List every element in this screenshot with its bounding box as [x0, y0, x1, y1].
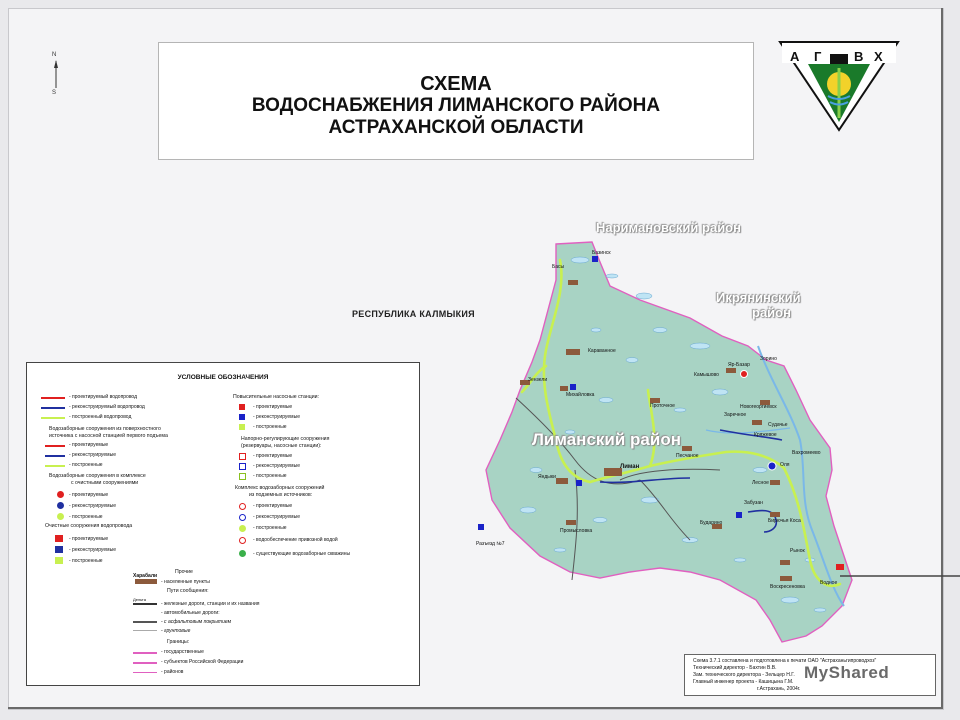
region-label-kalmykia: РЕСПУБЛИКА КАЛМЫКИЯ — [352, 309, 475, 319]
place-lesnoe: Лесное — [752, 480, 769, 486]
legend-line-pipe-built — [41, 417, 65, 419]
legend-state: - государственные — [161, 649, 204, 655]
title-line-2: ВОДОСНАБЖЕНИЯ ЛИМАНСКОГО РАЙОНА — [251, 95, 661, 116]
legend-intake-head-2: источника с насосной станцией первого подъема — [49, 433, 168, 439]
stamp-line-1: Схема 3.7.1 составлена и подготовлена к печати ОАО "Астраханьгипроводхоз" — [693, 658, 877, 664]
legend-subjects: - субъектов Российской Федерации — [161, 659, 244, 665]
legend-rail-icon — [133, 603, 157, 605]
legend-subject-border-icon — [133, 662, 157, 664]
treatment-vodnoe-icon — [836, 564, 844, 570]
place-peschanoe: Песчаное — [676, 453, 699, 459]
place-protochnoe: Проточное — [650, 403, 675, 409]
legend-p-recon-icon — [239, 414, 245, 420]
legend-p-proj-icon — [239, 404, 245, 410]
place-zenzeli: Зензели — [528, 377, 548, 383]
legend-intake-clean-head-1: Водозаборные сооружения в комплексе — [49, 473, 146, 479]
place-voskresenovka: Воскресеновка — [770, 584, 805, 590]
legend-districts: - районов — [161, 669, 184, 675]
place-promyslovka: Промысловка — [560, 528, 593, 534]
legend-ground-head-1: Комплекс водозаборных сооружений — [235, 485, 325, 491]
place-kamyshovo: Камышово — [694, 372, 719, 378]
place-novogeorgievsk: Новогеоргиевск — [740, 404, 777, 410]
place-zarechnoe: Заречное — [724, 412, 747, 418]
legend-intake-built: - построенные — [69, 462, 103, 468]
place-olya: Оля — [780, 462, 790, 468]
legend-intake-proj: - проектируемые — [69, 442, 109, 448]
legend-routes-head: Пути сообщения: — [167, 588, 209, 594]
legend-arrow-intake-built-icon — [45, 465, 65, 467]
stamp-line-3: Зам. технического директора - Зельцер Н.Г. — [693, 672, 795, 678]
place-vakhromeevo: Вахромеево — [792, 450, 821, 456]
legend-state-border-icon — [133, 652, 157, 654]
legend-line-pipe-recon — [41, 407, 65, 409]
legend-g-proj: - проектируемые — [253, 503, 293, 509]
north-label: N — [52, 52, 57, 58]
legend-t-built: - построенные — [69, 558, 103, 564]
legend-title: УСЛОВНЫЕ ОБОЗНАЧЕНИЯ — [177, 374, 269, 381]
legend-g-proj-icon — [239, 503, 246, 510]
legend-pr-proj-icon — [239, 453, 246, 460]
legend-g-recon: - реконструируемые — [253, 514, 300, 520]
legend-settlement-icon — [135, 579, 157, 584]
place-kryazhevoe: Кряжевое — [754, 432, 777, 438]
legend-t-proj: - проектируемые — [69, 536, 109, 542]
legend-ic-recon: - реконструируемые — [69, 503, 116, 509]
place-budarino: Бударино — [700, 520, 723, 526]
region-label-narimanov: Наримановский район — [596, 220, 741, 235]
watermark: MyShared — [804, 663, 890, 682]
legend-arrow-intake-recon-icon — [45, 455, 65, 457]
legend-ic-recon-icon — [57, 502, 64, 509]
legend-intake-recon: - реконструируемые — [69, 452, 116, 458]
legend-g-recon-icon — [239, 514, 246, 521]
place-zabuzan: Забузан — [744, 500, 763, 506]
place-yar-bazar: Яр-Базар — [728, 362, 750, 368]
place-karavaevo: Караванное — [588, 348, 616, 354]
title-line-3: АСТРАХАНСКОЙ ОБЛАСТИ — [328, 117, 584, 138]
legend-g-import: - водообеспечение привозной водой — [253, 537, 338, 543]
legend-ic-built: - построенные — [69, 514, 103, 520]
legend-t-built-icon — [55, 557, 63, 564]
legend-g-wells: - существующие водозаборные скважины — [253, 551, 351, 557]
legend-district-border-icon — [133, 672, 157, 673]
place-sudachye: Судачье — [768, 422, 788, 428]
legend-ic-proj-icon — [57, 491, 64, 498]
stamp-line-5: г.Астрахань, 2004г. — [757, 686, 801, 692]
logo-letter-a: А — [790, 49, 800, 64]
place-berezhnaya-kosa: Бирючья Коса — [768, 518, 801, 524]
legend-pipe-built: - построенный водопровод — [69, 414, 132, 420]
legend-intake-clean-head-2: с очистными сооружениями — [71, 480, 139, 486]
legend-rail: - железные дороги, станции и их названия — [161, 601, 260, 607]
legend-p-built: - построенные — [253, 424, 287, 430]
south-label: S — [52, 90, 57, 96]
legend-press-head-2: (резервуары, насосные станции): — [241, 443, 322, 449]
legend-press-head-1: Напорно-регулирующие сооружения — [241, 436, 330, 442]
legend-g-wells-icon — [239, 550, 246, 557]
legend-rail-sample: Дельта — [133, 597, 146, 602]
legend-intake-head-1: Водозаборные сооружения из поверхностного — [49, 426, 161, 432]
legend-t-proj-icon — [55, 535, 63, 542]
legend-dirt-icon — [133, 630, 157, 631]
legend-dirt: - грунтовые — [161, 628, 191, 634]
legend-asphalt: - с асфальтовым покрытием — [161, 619, 232, 625]
legend-ground-head-2: из подземных источников: — [249, 492, 313, 498]
place-yandyki: Яндыки — [538, 474, 556, 480]
place-liman: Лиман — [620, 464, 640, 470]
region-label-ikryaninsky-1: Икрянинский — [716, 290, 801, 305]
legend-settlements: - населенные пункты — [161, 579, 210, 585]
legend-borders-head: Границы: — [167, 639, 190, 645]
legend-ic-proj: - проектируемые — [69, 492, 109, 498]
legend-pipe-proj: - проектируемый водопровод — [69, 394, 138, 400]
place-rynok: Рынок — [790, 548, 805, 554]
logo-letter-v: В — [854, 49, 864, 64]
legend-pr-built-icon — [239, 473, 246, 480]
place-zorino: Зорино — [760, 356, 777, 362]
place-bazinsk: Базинск — [592, 250, 611, 256]
legend-line-pipe-proj — [41, 397, 65, 399]
stamp-line-2: Технический директор - Бахтин В.В. — [693, 665, 777, 671]
legend-p-proj: - проектируемые — [253, 404, 293, 410]
legend-roads: - автомобильные дороги: — [161, 610, 220, 616]
place-vodyanoe: Водное — [820, 580, 838, 586]
legend-t-recon-icon — [55, 546, 63, 553]
intake-olya-icon — [768, 462, 776, 470]
place-basy: Басы — [552, 264, 565, 270]
title-line-1: СХЕМА — [420, 73, 492, 95]
region-label-liman: Лиманский район — [532, 430, 681, 449]
logo-letter-kh: Х — [874, 49, 883, 64]
intake-yar-bazar-icon — [741, 371, 748, 378]
legend-pump-head: Повысительные насосные станции: — [233, 394, 319, 400]
legend-g-import-icon — [239, 537, 246, 544]
legend-pr-recon-icon — [239, 463, 246, 470]
region-label-ikryaninsky-2: район — [752, 305, 791, 320]
legend-arrow-intake-proj-icon — [45, 445, 65, 447]
legend-pr-recon: - реконструируемые — [253, 463, 300, 469]
map-legend — [26, 362, 420, 686]
legend-g-built-icon — [239, 525, 246, 532]
place-razezd7: Разъезд №7 — [476, 541, 505, 547]
legend-g-built: - построенные — [253, 525, 287, 531]
legend-p-recon: - реконструируемые — [253, 414, 300, 420]
legend-sample-place: Харабали — [133, 573, 158, 579]
logo-letter-g: Г — [814, 49, 822, 64]
legend-pipe-recon: - реконструируемый водопровод — [69, 404, 145, 410]
legend-t-recon: - реконструируемые — [69, 547, 116, 553]
legend-ic-built-icon — [57, 513, 64, 520]
legend-treat-head: Очистные сооружения водопровода — [45, 523, 133, 529]
legend-pr-proj: - проектируемые — [253, 453, 293, 459]
place-mikhailovka: Михайловка — [566, 392, 595, 398]
stamp-line-4: Главный инженер проекта - Кашицына Г.М. — [693, 679, 794, 685]
legend-other-head: Прочие — [175, 569, 193, 575]
legend-pr-built: - построенные — [253, 473, 287, 479]
legend-asphalt-icon — [133, 621, 157, 623]
legend-p-built-icon — [239, 424, 245, 430]
